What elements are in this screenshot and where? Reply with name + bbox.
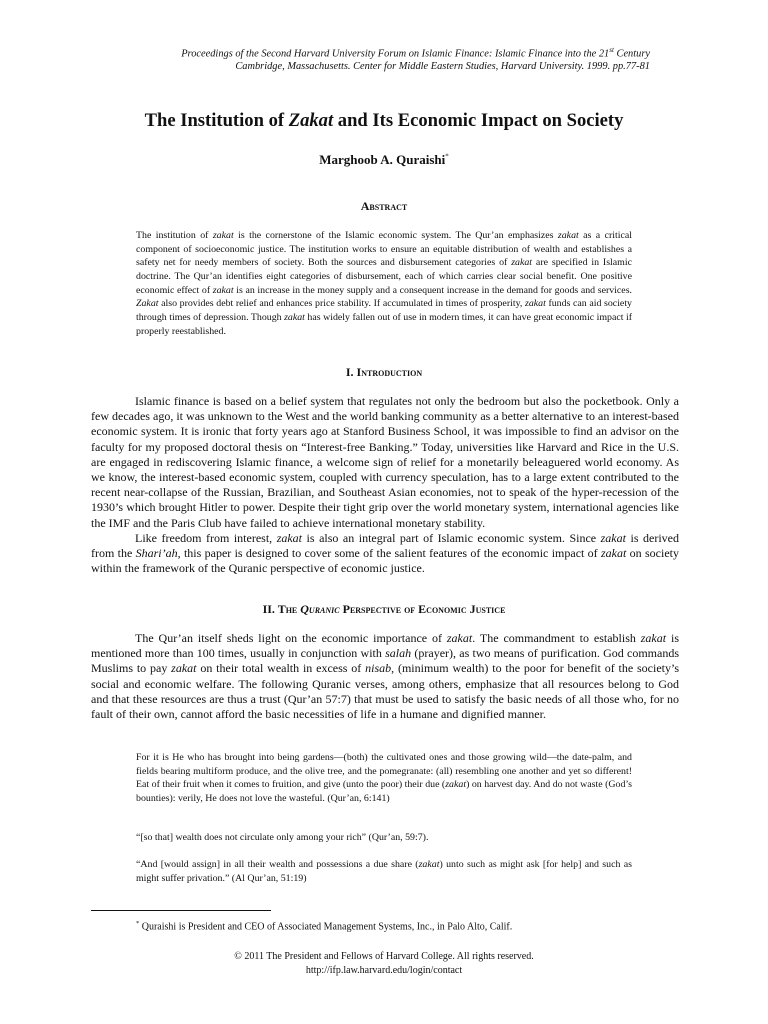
footnote: * Quraishi is President and CEO of Associated Management Systems, Inc., in Palo Alto, Calif. [136,920,513,933]
abstract-heading: Abstract [360,199,408,213]
header-line-2: Cambridge, Massachusetts. Center for Middle Eastern Studies, Harvard University. 1999. pp.77-81 [235,61,650,73]
footnote-mark: * [136,920,140,927]
abstract-text: The institution of zakat is the cornerstone of the Islamic economic system. The Qur’an emphasizes zakat as a critical component of socioeconomic justice. The institution works to ensure an equitable distribution of wealth and establishes a safety net for needy members of society. Both the sources and disbursement categories of zakat are specified in Islamic doctrine. The Qur’an identifies eight categories of disbursement, each of which carries clear social benefit. One positive economic effect of zakat is an increase in the money supply and a consequent increase in the demand for goods and services. Zakat also provides debt relief and enhances price stability. If accumulated in times of prosperity, zakat funds can aid society through times of depression. Though zakat has widely fallen out of use in modern times, it can have great economic impact if properly reestablished. [136,230,633,337]
quote-1: For it is He who has brought into being gardens—(both) the cultivated ones and those growing wild—the date-palm, and fields bearing multiform produce, and the olive tree, and the pomegranate: (all) resembling one another and yet so different! Eat of their fruit when it comes to fruition, and give (unto the poor) their due (zakat) on harvest day. And do not waste (God’s bounties): verily, He does not love the wasteful. (Qur’an, 6:141) [136,752,632,805]
section-2-heading: II. The Quranic Perspective of Economic Justice [262,602,506,616]
introduction-body [91,394,679,576]
introduction-paragraph-1: Islamic finance is based on a belief system that regulates not only the bedroom but also the pocketbook. Only a few decades ago, it was unknown to the West and the world banking community as a better alternative to an interest-based economic system. It is ironic that forty years ago at Stanford Business School, it was impossible to find an advisor on the faculty for my proposed doctoral thesis on “Interest-free Banking.” Today, universities like Harvard and Rice in the U.S. are engaged in rediscovering Islamic finance, a welcome sign of relief for a monetarily beleaguered world economy. As we know, the interest-based economic system, coupled with currency speculation, has to a large extent contributed to the recent near-collapse of the Russian, Brazilian, and Southeast Asian economies, not to speak of the hyper-recession of the 1930’s which brought Hitler to power. Despite their tight grip over the world monetary system, international agencies like the IMF and the Paris Club have failed to achieve international monetary stability. [91,394,679,530]
proceedings-header [90,44,650,73]
author-name: Marghoob A. Quraishi* [319,152,449,167]
paper-title: The Institution of Zakat and Its Economic Impact on Society [144,110,624,131]
introduction-heading: I. Introduction [345,365,423,379]
footnote-divider [91,910,271,911]
quote-2: “[so that] wealth does not circulate only among your rich” (Qur’an, 59:7). [136,832,429,843]
introduction-paragraph-2: Like freedom from interest, zakat is also an integral part of Islamic economic system. Since zakat is derived from the Shari’ah, this paper is designed to cover some of the salient features of the economic impact of zakat on society within the framework of the Quranic perspective of economic justice. [91,530,679,576]
footnote-marker: * [445,152,449,161]
header-line-1: Proceedings of the Second Harvard University Forum on Islamic Finance: Islamic Finance into the 21st Century [181,46,650,60]
contact-url[interactable]: http://ifp.law.harvard.edu/login/contact [305,965,463,976]
section-2-body [91,631,679,722]
section-2-paragraph: The Qur’an itself sheds light on the economic importance of zakat. The commandment to establish zakat is mentioned more than 100 times, usually in conjunction with salah (prayer), as two means of purification. God commands Muslims to pay zakat on their total wealth in excess of nisab, (minimum wealth) to the poor for benefit of the society’s social and economic welfare. The following Quranic verses, among others, emphasize that all resources belong to God and that these resources are thus a trust (Qur’an 57:7) that must be used to satisfy the basic needs of all those who, for no fault of their own, cannot afford the basic necessities of life in a humane and dignified manner. [91,631,680,722]
copyright-notice: © 2011 The President and Fellows of Harvard College. All rights reserved. [234,951,534,962]
quote-3: “And [would assign] in all their wealth and possessions a due share (zakat) unto such as might ask [for help] and such as might suffer privation.” (Al Qur’an, 51:19) [136,859,632,884]
copyright-block [0,950,768,978]
